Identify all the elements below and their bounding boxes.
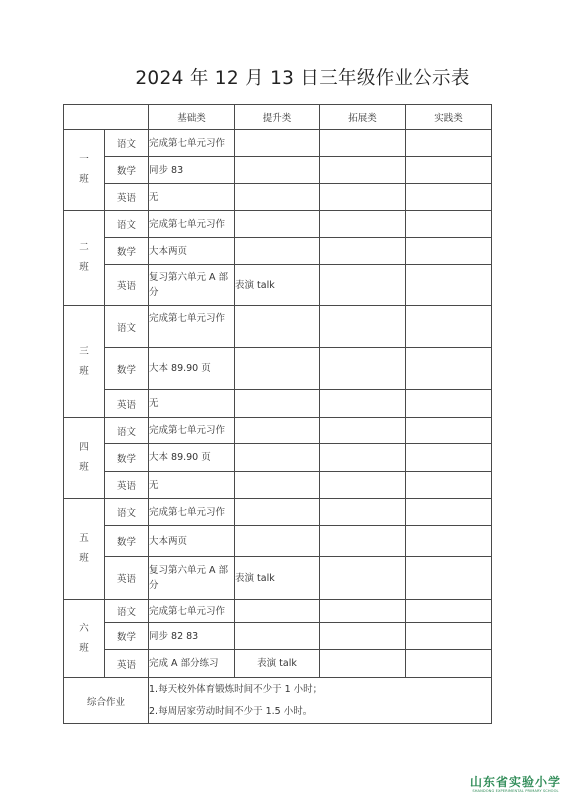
table-header-row <box>64 105 492 130</box>
page-title: 2024 年 12 月 13 日三年级作业公示表 <box>135 68 470 89</box>
subject-cell: 英语 <box>105 472 149 499</box>
school-logo-cn: 山东省实验小学 <box>469 775 561 789</box>
improve-cell <box>235 600 320 623</box>
practice-cell <box>406 472 492 499</box>
subject-cell: 英语 <box>105 265 149 306</box>
subject-cell: 数学 <box>105 348 149 390</box>
improve-cell: 表演 talk <box>235 265 320 306</box>
improve-cell <box>235 472 320 499</box>
practice-cell <box>406 211 492 238</box>
basic-cell: 无 <box>149 472 235 499</box>
table-row <box>64 211 492 238</box>
class-name-cell <box>64 600 105 678</box>
school-logo-en: SHANDONG EXPERIMENTAL PRIMARY SCHOOL <box>472 789 559 793</box>
school-logo <box>468 776 563 794</box>
subject-cell: 英语 <box>105 557 149 600</box>
expand-cell <box>320 211 406 238</box>
improve-cell <box>235 211 320 238</box>
summary-line: 1.每天校外体育锻炼时间不少于 1 小时； <box>149 683 323 695</box>
class-name-cell <box>64 418 105 499</box>
expand-cell <box>320 526 406 557</box>
practice-cell <box>406 238 492 265</box>
table-row <box>64 418 492 444</box>
subject-cell: 语文 <box>105 418 149 444</box>
expand-cell <box>320 390 406 418</box>
practice-cell <box>406 265 492 306</box>
header-improve: 提升类 <box>235 105 320 130</box>
expand-cell <box>320 557 406 600</box>
header-expand: 拓展类 <box>320 105 406 130</box>
improve-cell <box>235 418 320 444</box>
header-practice: 实践类 <box>406 105 492 130</box>
improve-cell <box>235 306 320 348</box>
table-row <box>64 472 492 499</box>
improve-cell <box>235 623 320 650</box>
table-row <box>64 348 492 390</box>
basic-cell: 完成第七单元习作 <box>149 130 235 157</box>
basic-cell: 大本两页 <box>149 238 235 265</box>
class-name-char: 班 <box>79 642 89 654</box>
basic-cell: 复习第六单元 A 部分 <box>149 265 235 306</box>
subject-cell: 数学 <box>105 623 149 650</box>
summary-content <box>149 678 492 724</box>
practice-cell <box>406 130 492 157</box>
subject-cell: 语文 <box>105 600 149 623</box>
class-name-char: 班 <box>79 462 89 473</box>
basic-cell: 完成第七单元习作 <box>149 306 235 348</box>
table-row <box>64 306 492 348</box>
expand-cell <box>320 130 406 157</box>
practice-cell <box>406 306 492 348</box>
improve-cell <box>235 184 320 211</box>
header-basic: 基础类 <box>149 105 235 130</box>
practice-cell <box>406 184 492 211</box>
improve-cell <box>235 348 320 390</box>
class-name-char: 班 <box>79 365 89 377</box>
table-row <box>64 557 492 600</box>
expand-cell <box>320 184 406 211</box>
table-row <box>64 130 492 157</box>
expand-cell <box>320 623 406 650</box>
class-name-char: 班 <box>79 174 89 185</box>
practice-cell <box>406 348 492 390</box>
table-row <box>64 390 492 418</box>
practice-cell <box>406 444 492 472</box>
subject-cell: 语文 <box>105 211 149 238</box>
expand-cell <box>320 650 406 678</box>
table-row <box>64 184 492 211</box>
practice-cell <box>406 499 492 526</box>
table-row <box>64 623 492 650</box>
improve-cell <box>235 390 320 418</box>
expand-cell <box>320 472 406 499</box>
expand-cell <box>320 265 406 306</box>
improve-cell <box>235 526 320 557</box>
practice-cell <box>406 623 492 650</box>
practice-cell <box>406 650 492 678</box>
improve-cell <box>235 499 320 526</box>
table-row <box>64 499 492 526</box>
improve-cell: 表演 talk <box>235 557 320 600</box>
summary-line: 2.每周居家劳动时间不少于 1.5 小时。 <box>149 705 313 717</box>
subject-cell: 数学 <box>105 157 149 184</box>
basic-cell: 完成第七单元习作 <box>149 418 235 444</box>
basic-cell: 无 <box>149 390 235 418</box>
practice-cell <box>406 157 492 184</box>
subject-cell: 语文 <box>105 130 149 157</box>
class-name-cell <box>64 130 105 211</box>
subject-cell: 英语 <box>105 390 149 418</box>
class-name-cell <box>64 211 105 306</box>
practice-cell <box>406 390 492 418</box>
subject-cell: 语文 <box>105 499 149 526</box>
basic-cell: 完成第七单元习作 <box>149 211 235 238</box>
expand-cell <box>320 348 406 390</box>
improve-cell <box>235 130 320 157</box>
subject-cell: 英语 <box>105 650 149 678</box>
class-name-char: 班 <box>79 262 89 273</box>
basic-cell: 完成 A 部分练习 <box>149 650 235 678</box>
class-name-char: 三 <box>79 345 89 357</box>
subject-cell: 语文 <box>105 306 149 348</box>
header-blank <box>64 105 149 130</box>
class-name-char: 六 <box>79 622 89 634</box>
class-name-char: 五 <box>79 533 89 544</box>
practice-cell <box>406 526 492 557</box>
basic-cell: 同步 82 83 <box>149 623 235 650</box>
expand-cell <box>320 157 406 184</box>
table-row <box>64 444 492 472</box>
expand-cell <box>320 238 406 265</box>
expand-cell <box>320 499 406 526</box>
subject-cell: 数学 <box>105 238 149 265</box>
basic-cell: 完成第七单元习作 <box>149 600 235 623</box>
basic-cell: 无 <box>149 184 235 211</box>
expand-cell <box>320 444 406 472</box>
subject-cell: 英语 <box>105 184 149 211</box>
improve-cell <box>235 238 320 265</box>
practice-cell <box>406 418 492 444</box>
expand-cell <box>320 600 406 623</box>
basic-cell: 大本 89.90 页 <box>149 348 235 390</box>
summary-label: 综合作业 <box>64 678 149 724</box>
table-row <box>64 157 492 184</box>
subject-cell: 数学 <box>105 444 149 472</box>
improve-cell <box>235 444 320 472</box>
basic-cell: 大本两页 <box>149 526 235 557</box>
basic-cell: 复习第六单元 A 部分 <box>149 557 235 600</box>
subject-cell: 数学 <box>105 526 149 557</box>
summary-row <box>64 678 492 724</box>
class-name-char: 二 <box>79 242 89 253</box>
class-name-char: 班 <box>79 553 89 564</box>
expand-cell <box>320 418 406 444</box>
class-name-cell <box>64 306 105 418</box>
table-row <box>64 265 492 306</box>
improve-cell: 表演 talk <box>235 650 320 678</box>
table-row <box>64 238 492 265</box>
expand-cell <box>320 306 406 348</box>
class-name-char: 四 <box>79 442 89 453</box>
basic-cell: 同步 83 <box>149 157 235 184</box>
homework-table <box>63 104 492 724</box>
improve-cell <box>235 157 320 184</box>
table-row <box>64 600 492 623</box>
class-name-char: 一 <box>79 154 89 165</box>
practice-cell <box>406 600 492 623</box>
table-row <box>64 526 492 557</box>
basic-cell: 大本 89.90 页 <box>149 444 235 472</box>
table-row <box>64 650 492 678</box>
basic-cell: 完成第七单元习作 <box>149 499 235 526</box>
practice-cell <box>406 557 492 600</box>
class-name-cell <box>64 499 105 600</box>
